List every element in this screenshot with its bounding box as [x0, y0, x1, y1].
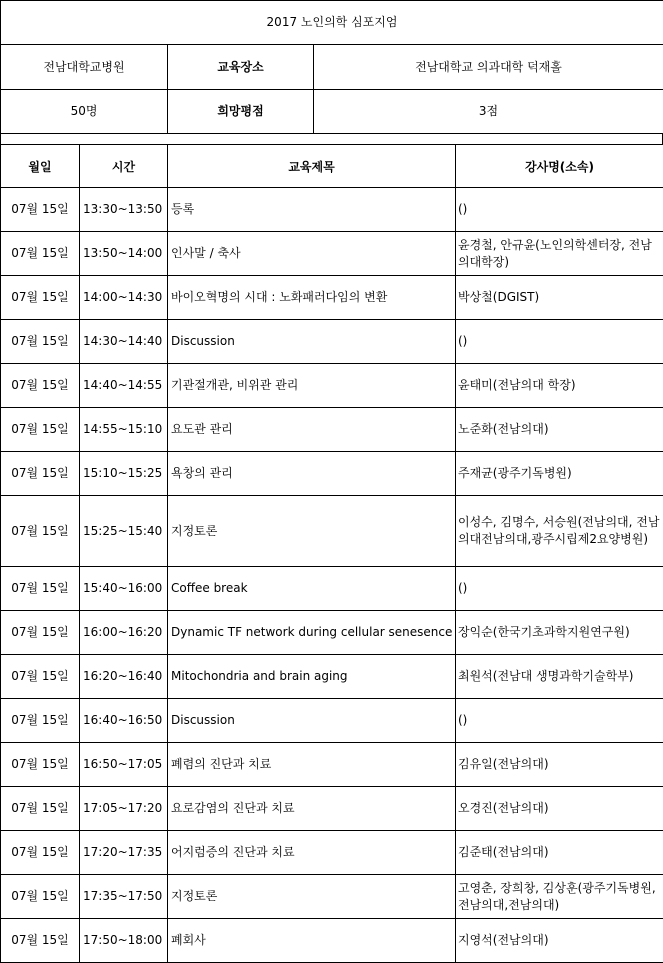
row-time: 14:55~15:10 [80, 408, 168, 452]
row-title: Coffee break [168, 567, 456, 611]
row-title: 지정토론 [168, 875, 456, 919]
table-row [1, 655, 663, 699]
row-time: 14:30~14:40 [80, 320, 168, 364]
row-speaker: () [456, 699, 663, 743]
table-row [1, 452, 663, 496]
row-date: 07월 15일 [1, 655, 80, 699]
row-speaker: 윤태미(전남의대 학장) [456, 364, 663, 408]
row-speaker: 최원석(전남대 생명과학기술학부) [456, 655, 663, 699]
row-speaker: 고영춘, 장희창, 김상훈(광주기독병원, 전남의대,전남의대) [456, 875, 663, 919]
row-title: Mitochondria and brain aging [168, 655, 456, 699]
row-date: 07월 15일 [1, 919, 80, 963]
row-date: 07월 15일 [1, 699, 80, 743]
row-speaker: 윤경철, 안규윤(노인의학센터장, 전남의대학장) [456, 232, 663, 276]
row-title: 욕창의 관리 [168, 452, 456, 496]
row-date: 07월 15일 [1, 408, 80, 452]
schedule-table [0, 144, 663, 963]
row-date: 07월 15일 [1, 364, 80, 408]
credit-label: 희망평점 [168, 90, 314, 134]
table-row [1, 276, 663, 320]
row-date: 07월 15일 [1, 276, 80, 320]
venue-label: 교육장소 [168, 45, 314, 90]
row-speaker: 김유일(전남의대) [456, 743, 663, 787]
schedule-body [1, 188, 663, 963]
table-row [1, 496, 663, 567]
row-speaker: 김준태(전남의대) [456, 831, 663, 875]
table-row [1, 919, 663, 963]
table-gap [0, 134, 663, 144]
row-speaker: 박상철(DGIST) [456, 276, 663, 320]
table-row [1, 831, 663, 875]
row-time: 17:50~18:00 [80, 919, 168, 963]
row-title: 어지럼증의 진단과 치료 [168, 831, 456, 875]
row-title: 요도관 관리 [168, 408, 456, 452]
row-date: 07월 15일 [1, 567, 80, 611]
row-time: 16:40~16:50 [80, 699, 168, 743]
table-row [1, 699, 663, 743]
table-row [1, 875, 663, 919]
row-date: 07월 15일 [1, 188, 80, 232]
row-speaker: 오경진(전남의대) [456, 787, 663, 831]
info-table [0, 0, 663, 134]
organizer-value: 전남대학교병원 [1, 45, 168, 90]
row-date: 07월 15일 [1, 452, 80, 496]
row-title: 지정토론 [168, 496, 456, 567]
row-time: 16:20~16:40 [80, 655, 168, 699]
row-title: 폐회사 [168, 919, 456, 963]
row-title: Dynamic TF network during cellular senesence [168, 611, 456, 655]
row-title: Discussion [168, 699, 456, 743]
row-time: 15:25~15:40 [80, 496, 168, 567]
row-date: 07월 15일 [1, 611, 80, 655]
row-speaker: () [456, 567, 663, 611]
row-speaker: 장익순(한국기초과학지원연구원) [456, 611, 663, 655]
row-speaker: 지영석(전남의대) [456, 919, 663, 963]
row-title: 폐렴의 진단과 치료 [168, 743, 456, 787]
row-date: 07월 15일 [1, 831, 80, 875]
row-time: 13:30~13:50 [80, 188, 168, 232]
capacity-value: 50명 [1, 90, 168, 134]
column-header-date: 월일 [1, 145, 80, 188]
table-row [1, 320, 663, 364]
table-row [1, 364, 663, 408]
row-time: 17:35~17:50 [80, 875, 168, 919]
venue-value: 전남대학교 의과대학 덕재홀 [314, 45, 663, 90]
row-date: 07월 15일 [1, 875, 80, 919]
row-time: 15:40~16:00 [80, 567, 168, 611]
row-time: 16:50~17:05 [80, 743, 168, 787]
table-row [1, 408, 663, 452]
row-time: 16:00~16:20 [80, 611, 168, 655]
row-time: 15:10~15:25 [80, 452, 168, 496]
table-row [1, 567, 663, 611]
row-time: 17:05~17:20 [80, 787, 168, 831]
row-speaker: () [456, 188, 663, 232]
row-speaker: 이성수, 김명수, 서승원(전남의대, 전남의대전남의대,광주시립제2요양병원) [456, 496, 663, 567]
row-title: 요로감염의 진단과 치료 [168, 787, 456, 831]
row-date: 07월 15일 [1, 232, 80, 276]
table-row [1, 232, 663, 276]
row-speaker: 주재균(광주기독병원) [456, 452, 663, 496]
table-row [1, 611, 663, 655]
row-speaker: 노준화(전남의대) [456, 408, 663, 452]
row-time: 17:20~17:35 [80, 831, 168, 875]
row-date: 07월 15일 [1, 787, 80, 831]
row-date: 07월 15일 [1, 320, 80, 364]
column-header-speaker: 강사명(소속) [456, 145, 663, 188]
row-title: 바이오혁명의 시대 : 노화패러다임의 변환 [168, 276, 456, 320]
row-speaker: () [456, 320, 663, 364]
column-header-time: 시간 [80, 145, 168, 188]
table-row [1, 188, 663, 232]
row-time: 13:50~14:00 [80, 232, 168, 276]
credit-value: 3점 [314, 90, 663, 134]
row-date: 07월 15일 [1, 743, 80, 787]
row-time: 14:40~14:55 [80, 364, 168, 408]
table-row [1, 743, 663, 787]
row-title: 등록 [168, 188, 456, 232]
table-row [1, 787, 663, 831]
row-title: 기관절개관, 비위관 관리 [168, 364, 456, 408]
page-title: 2017 노인의학 심포지엄 [1, 1, 663, 45]
row-title: 인사말 / 축사 [168, 232, 456, 276]
row-title: Discussion [168, 320, 456, 364]
column-header-title: 교육제목 [168, 145, 456, 188]
row-date: 07월 15일 [1, 496, 80, 567]
row-time: 14:00~14:30 [80, 276, 168, 320]
